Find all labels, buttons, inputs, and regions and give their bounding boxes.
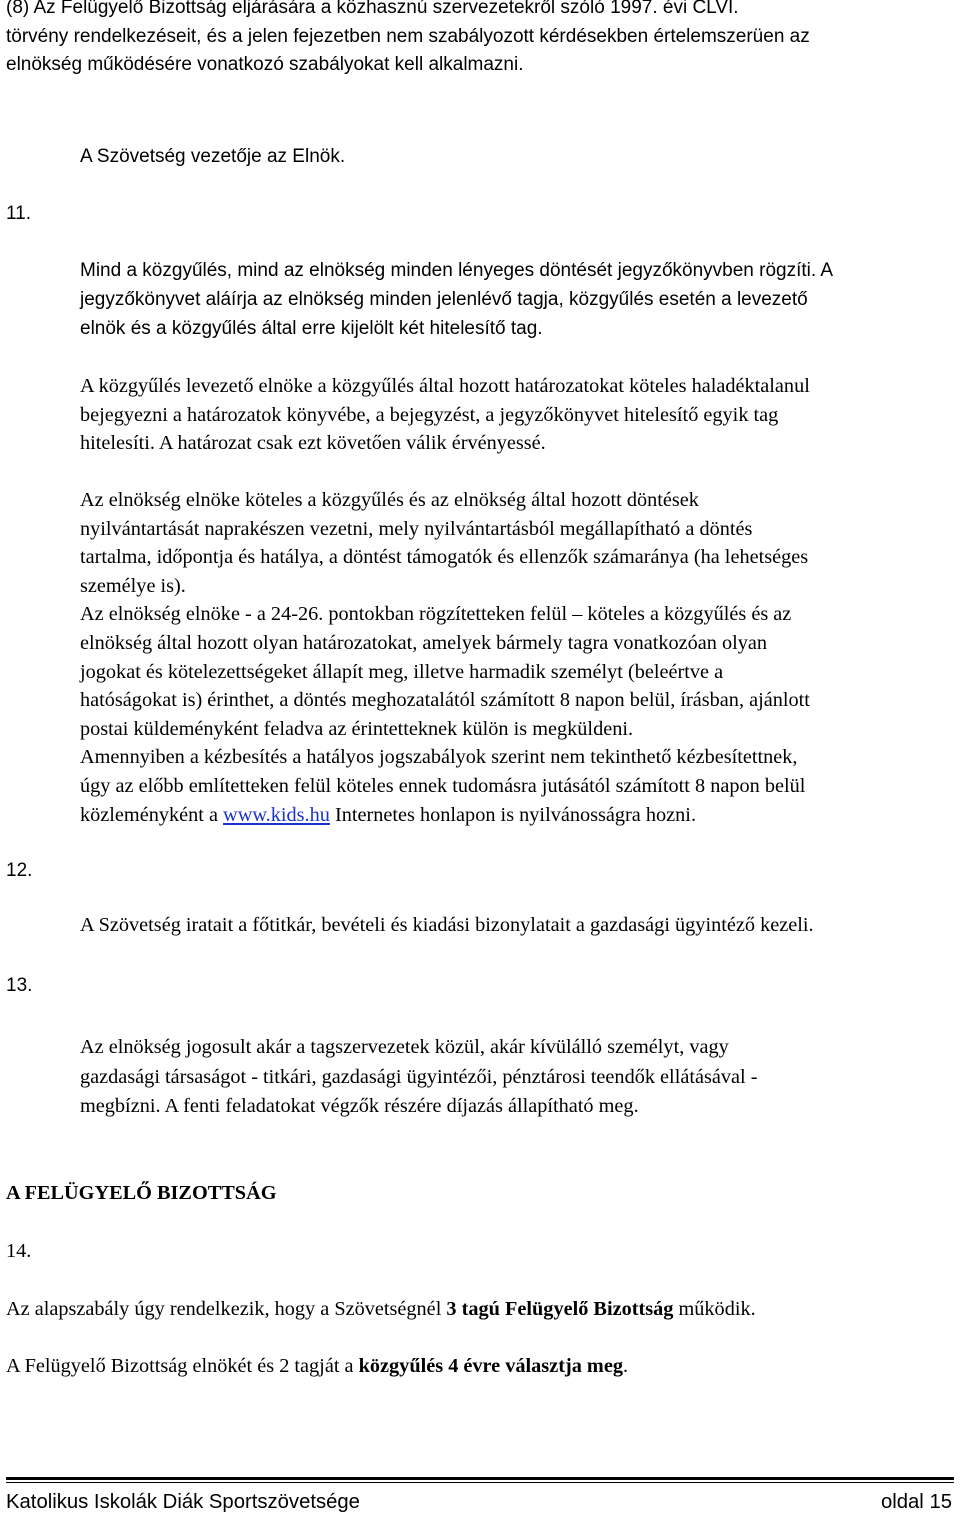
paragraph-line: személye is). [80, 574, 186, 597]
paragraph-line: Amennyiben a kézbesítés a hatályos jogszabályok szerint nem tekinthető kézbesítettnek, [80, 746, 798, 769]
paragraph-line: hatóságokat is) érinthet, a döntés meghozatalától számított 8 napon belül, írásban, ajánlott [80, 689, 810, 712]
intro-line: elnökség működésére vonatkozó szabályokat kell alkalmazni. [6, 54, 524, 76]
link-suffix: Internetes honlapon is nyilvánosságra hozni. [329, 803, 697, 826]
website-link[interactable]: www.kids.hu [223, 803, 330, 826]
bold-text: közgyűlés 4 évre választja meg [358, 1355, 623, 1377]
intro-line: törvény rendelkezéseit, és a jelen fejezetben nem szabályozott kérdésekben értelemszerüen az [6, 25, 810, 47]
text: működik. [673, 1298, 756, 1320]
paragraph-line: elnökség által hozott olyan határozatokat, amelyek bármely tagra vonatkozóan olyan [80, 631, 768, 654]
paragraph-line: úgy az előbb említetteken felül köteles ennek tudomásra jutásától számított 8 napon belül [80, 774, 806, 797]
section-12-text: A Szövetség iratait a főtitkár, bevételi és kiadási bizonylatait a gazdasági ügyintéző kezeli. [80, 914, 814, 936]
paragraph-line: Az elnökség elnöke - a 24-26. pontokban rögzítetteken felül – köteles a közgyűlés és az [80, 603, 792, 626]
text: Az alapszabály úgy rendelkezik, hogy a Szövetségnél [6, 1298, 447, 1320]
footer-page-number: oldal 15 [880, 1491, 952, 1513]
section-12-number: 12. [6, 860, 33, 881]
paragraph-line: gazdasági társaságot - titkári, gazdasági ügyintézői, pénztárosi teendők ellátásával - [80, 1065, 758, 1088]
supervisory-paragraph-1 [6, 1298, 756, 1321]
paragraph-line: Az elnökség elnöke köteles a közgyűlés és az elnökség által hozott döntések [80, 489, 699, 511]
section-11-paragraph-3 [80, 486, 810, 829]
intro-paragraph [6, 0, 810, 80]
bold-text: 3 tagú Felügyelő Bizottság [446, 1298, 674, 1320]
paragraph-line: elnök és a közgyűlés által erre kijelölt két hitelesítő tag. [80, 318, 543, 339]
intro-line: (8) Az Felügyelő Bizottság eljárására a közhasznú szervezetekről szóló 1997. évi CLVI. [6, 0, 739, 18]
paragraph-line: jegyzőkönyvet aláírja az elnökség minden jelenlévő tagja, közgyűlés esetén a levezető [80, 289, 808, 310]
section-13-number: 13. [6, 975, 33, 996]
paragraph-line: jogokat és kötelezettségeket állapít meg, illetve harmadik személyt (beleértve a [80, 660, 724, 683]
paragraph-line-with-link [80, 801, 810, 830]
paragraph-line: bejegyezni a határozatok könyvébe, a bejegyzést, a jegyzőkönyvet hitelesítő egyik tag [80, 403, 779, 426]
paragraph-line: tartalma, időpontja és hatálya, a döntést támogatók és ellenzők számaránya (ha lehetséges [80, 546, 809, 569]
section-11-number: 11. [6, 203, 32, 224]
paragraph-line: A közgyűlés levezető elnöke a közgyűlés által hozott határozatokat köteles haladéktalanul [80, 375, 810, 397]
section-14-number: 14. [6, 1240, 32, 1262]
paragraph-line: Az elnökség jogosult akár a tagszervezetek közül, akár kívülálló személyt, vagy [80, 1036, 729, 1058]
paragraph-line: nyilvántartását naprakészen vezetni, mely nyilvántartásból megállapítható a döntés [80, 517, 753, 540]
section-13-paragraph [80, 1033, 757, 1122]
footer-rule-thin [6, 1482, 954, 1483]
footer-organization: Katolikus Iskolák Diák Sportszövetsége [6, 1491, 360, 1513]
paragraph-line: megbízni. A fenti feladatokat végzők részére díjazás állapítható meg. [80, 1095, 639, 1117]
text: . [622, 1355, 629, 1377]
link-prefix: közleményként a [80, 803, 224, 826]
paragraph-line: postai küldeményként feladva az érintetteknek külön is megküldeni. [80, 717, 634, 740]
paragraph-line: hitelesíti. A határozat csak ezt követően válik érvényessé. [80, 432, 546, 455]
section-11-paragraph-1 [80, 256, 833, 343]
footer-rule-thick [6, 1477, 954, 1480]
text: A Felügyelő Bizottság elnökét és 2 tagját a [6, 1355, 359, 1377]
section-11-title: A Szövetség vezetője az Elnök. [80, 146, 346, 167]
section-11-paragraph-2 [80, 372, 810, 458]
supervisory-paragraph-2 [6, 1355, 628, 1378]
section-heading: A FELÜGYELŐ BIZOTTSÁG [6, 1182, 277, 1204]
paragraph-line: Mind a közgyűlés, mind az elnökség minden lényeges döntését jegyzőkönyvben rögzíti. A [80, 260, 834, 281]
